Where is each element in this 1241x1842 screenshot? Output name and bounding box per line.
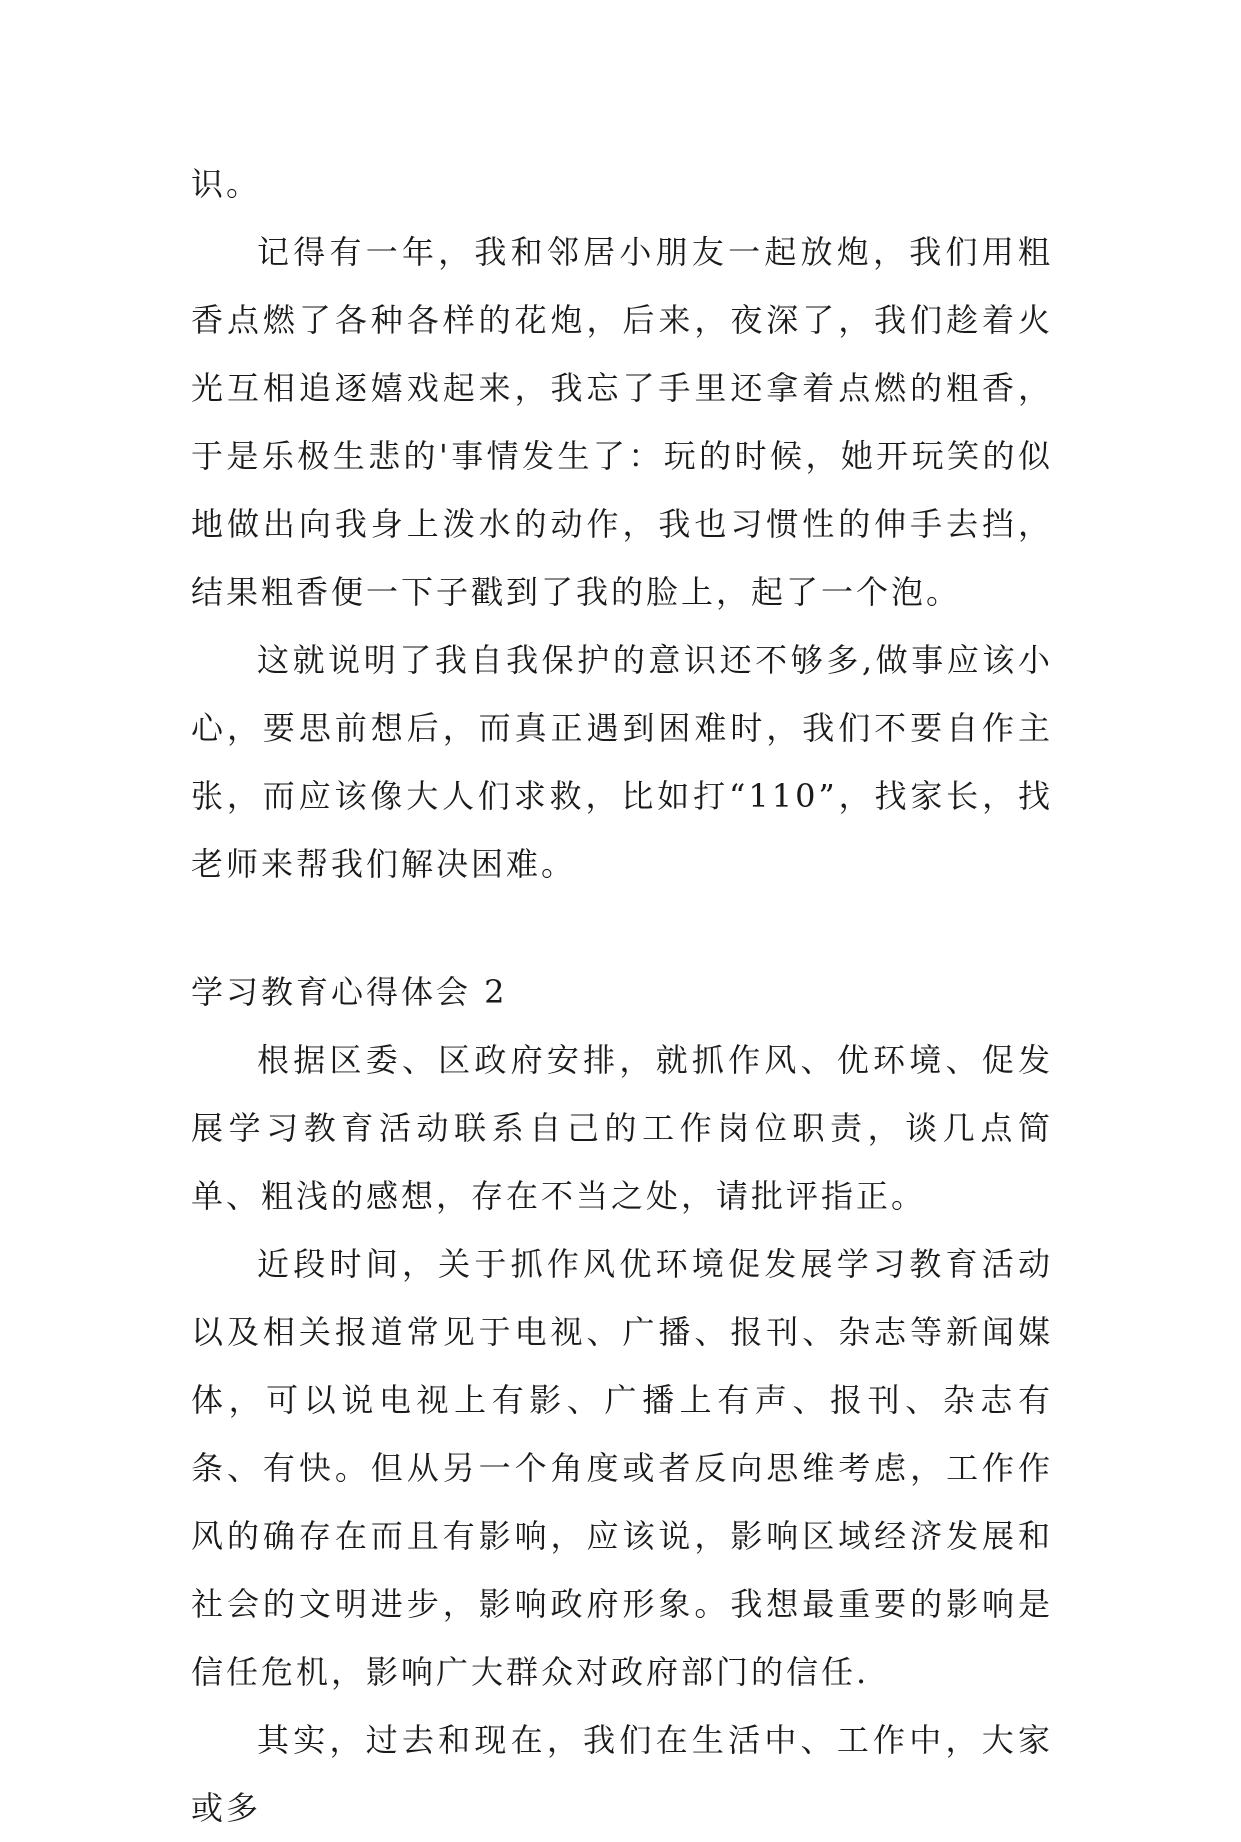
paragraph-1: 识。 <box>191 165 262 203</box>
paragraph-5: 近段时间，关于抓作风优环境促发展学习教育活动以及相关报道常见于电视、广播、报刊、杂志等新闻媒体，可以说电视上有影、广播上有声、报刊、杂志有条、有快。但从另一个角度或者反向思维考虑，工作作风的确存在而且有影响，应该说，影响区域经济发展和社会的文明进步，影响政府形象。我想最重要的影响是信任危机，影响广大群众对政府部门的信任. <box>191 1245 1053 1691</box>
paragraph-6: 其实，过去和现在，我们在生活中、工作中，大家或多 <box>191 1721 1053 1827</box>
section-title: 学习教育心得体会 2 <box>191 973 508 1011</box>
paragraph-3: 这就说明了我自我保护的意识还不够多,做事应该小心，要思前想后，而真正遇到困难时，我们不要自作主张，而应该像大人们求救，比如打“110”，找家长，找老师来帮我们解决困难。 <box>191 641 1053 883</box>
document-page <box>191 150 1053 1842</box>
paragraph-4: 根据区委、区政府安排，就抓作风、优环境、促发展学习教育活动联系自己的工作岗位职责，谈几点简单、粗浅的感想，存在不当之处，请批评指正。 <box>191 1041 1053 1215</box>
paragraph-2: 记得有一年，我和邻居小朋友一起放炮，我们用粗香点燃了各种各样的花炮，后来，夜深了，我们趁着火光互相追逐嬉戏起来，我忘了手里还拿着点燃的粗香，于是乐极生悲的'事情发生了：玩的时候，她开玩笑的似地做出向我身上泼水的动作，我也习惯性的伸手去挡，结果粗香便一下子戳到了我的脸上，起了一个泡。 <box>191 233 1053 611</box>
